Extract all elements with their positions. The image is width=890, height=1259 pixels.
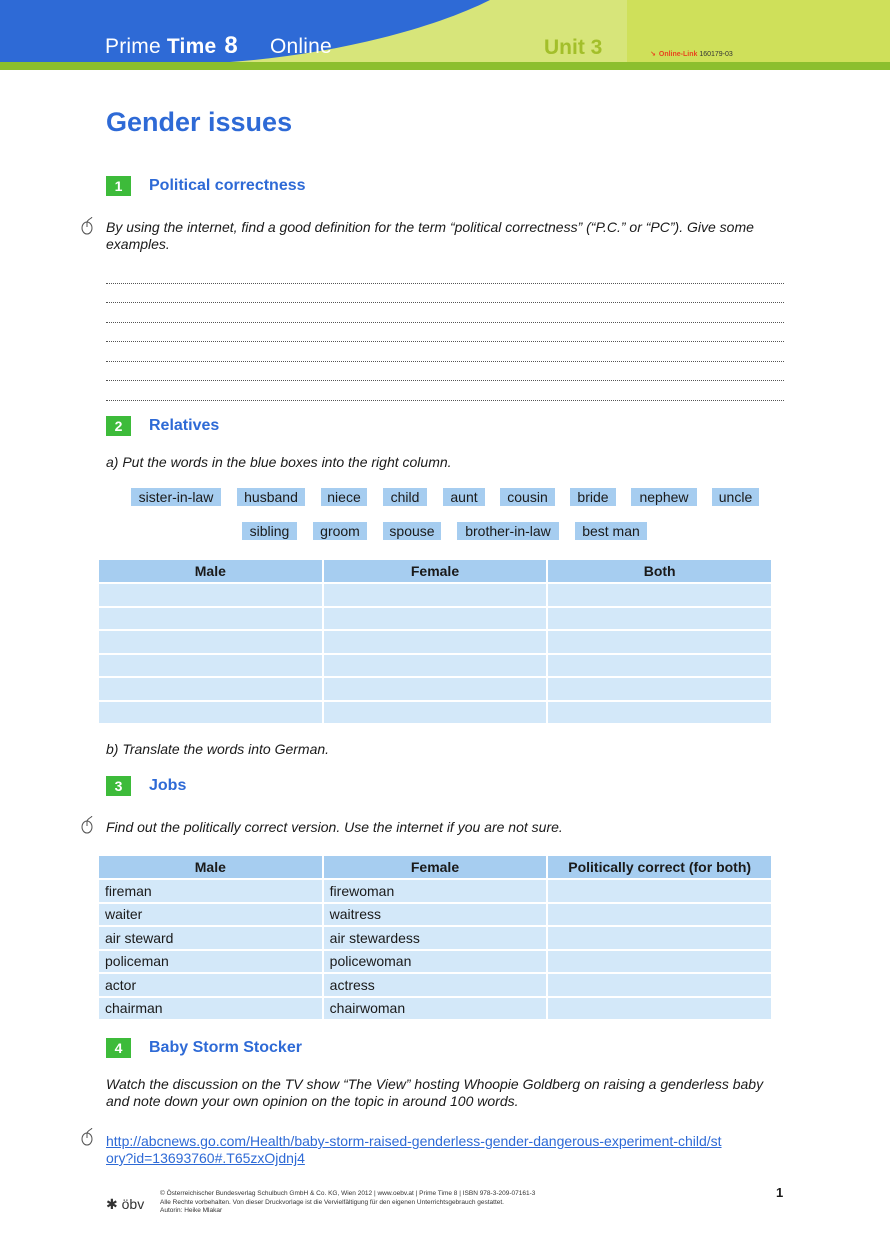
table-cell: waitress [324, 904, 547, 926]
answer-lines[interactable] [106, 264, 784, 401]
word-box[interactable]: brother-in-law [457, 522, 559, 540]
video-link[interactable]: http://abcnews.go.com/Health/baby-storm-raised-genderless-gender-dangerous-experiment-child/story?id=13693760#.T65zxOjdnj4 [106, 1133, 722, 1166]
answer-cell[interactable] [548, 951, 771, 973]
section-2-instruction-a: a) Put the words in the blue boxes into the right column. [106, 454, 452, 470]
table-cell: firewoman [324, 880, 547, 902]
section-3-title: Jobs [149, 777, 187, 794]
table-row [99, 927, 771, 949]
table-cell[interactable] [548, 678, 771, 700]
table-row [99, 702, 771, 724]
section-4-instruction: Watch the discussion on the TV show “The View” hosting Whoopie Goldberg on raising a genderless baby and note down your own opinion on the topic in around 100 words. [106, 1076, 764, 1109]
table-row [99, 998, 771, 1020]
column-header-male: Male [99, 560, 322, 582]
table-cell[interactable] [324, 584, 547, 606]
table-cell[interactable] [99, 678, 322, 700]
table-cell[interactable] [324, 631, 547, 653]
table-cell: policewoman [324, 951, 547, 973]
word-box[interactable]: groom [313, 522, 367, 540]
online-link[interactable]: ↘ Online-Link 160179-03 [650, 51, 733, 58]
word-box[interactable]: sibling [242, 522, 297, 540]
table-cell[interactable] [548, 702, 771, 724]
table-row [99, 880, 771, 902]
table-cell[interactable] [99, 608, 322, 630]
table-header-row [99, 560, 771, 582]
table-row [99, 631, 771, 653]
section-1-number: 1 [106, 176, 131, 196]
answer-line[interactable] [106, 323, 784, 343]
word-box[interactable]: best man [575, 522, 647, 540]
brand-title: Prime Time 8 Online [105, 32, 332, 59]
word-box[interactable]: nephew [631, 488, 697, 506]
table-cell: chairwoman [324, 998, 547, 1020]
answer-line[interactable] [106, 342, 784, 362]
word-box[interactable]: niece [321, 488, 367, 506]
column-header-female: Female [324, 856, 547, 878]
section-1-instruction: By using the internet, find a good definition for the term “political correctness” (“P.C.” or “PC”). Give some examples. [106, 219, 754, 252]
table-cell: actor [99, 974, 322, 996]
word-box[interactable]: husband [237, 488, 305, 506]
unit-label: Unit 3 [544, 36, 603, 59]
table-cell[interactable] [548, 655, 771, 677]
page-number: 1 [776, 1185, 784, 1200]
answer-cell[interactable] [548, 998, 771, 1020]
relatives-table [97, 558, 773, 725]
column-header-both: Both [548, 560, 771, 582]
table-row [99, 904, 771, 926]
table-cell[interactable] [324, 702, 547, 724]
copyright-text: © Österreichischer Bundesverlag Schulbuch GmbH & Co. KG, Wien 2012 | www.oebv.at | Prime Time 8 | ISBN 978-3-209-07161-3 Alle Rechte vorbehalten. Von dieser Druckvorlage ist die Vervielfältigung für den eigenen Unterrichtsgebrauch gestattet. Autorin: Heike Mlakar [160, 1190, 536, 1214]
word-box[interactable]: aunt [443, 488, 485, 506]
answer-line[interactable] [106, 303, 784, 323]
table-row [99, 951, 771, 973]
answer-cell[interactable] [548, 880, 771, 902]
table-cell: chairman [99, 998, 322, 1020]
word-box[interactable]: cousin [500, 488, 555, 506]
table-header-row [99, 856, 771, 878]
mouse-icon [80, 816, 94, 834]
word-box[interactable]: spouse [383, 522, 441, 540]
table-cell: air steward [99, 927, 322, 949]
logo-star-icon: ✱ [106, 1196, 118, 1212]
arrow-icon: ↘ [650, 51, 656, 58]
table-cell: actress [324, 974, 547, 996]
answer-cell[interactable] [548, 974, 771, 996]
table-cell[interactable] [324, 655, 547, 677]
mouse-icon [80, 217, 94, 235]
section-4-number: 4 [106, 1038, 131, 1058]
table-cell[interactable] [99, 584, 322, 606]
answer-line[interactable] [106, 264, 784, 284]
table-row [99, 678, 771, 700]
column-header-politically-correct: Politically correct (for both) [548, 856, 771, 878]
page-title: Gender issues [106, 107, 293, 137]
table-cell: waiter [99, 904, 322, 926]
table-row [99, 655, 771, 677]
answer-cell[interactable] [548, 904, 771, 926]
word-box[interactable]: bride [570, 488, 616, 506]
section-2-title: Relatives [149, 417, 220, 434]
table-cell[interactable] [99, 655, 322, 677]
table-cell[interactable] [99, 631, 322, 653]
table-row [99, 608, 771, 630]
table-cell: fireman [99, 880, 322, 902]
answer-line[interactable] [106, 362, 784, 382]
word-box[interactable]: child [383, 488, 427, 506]
table-row [99, 974, 771, 996]
column-header-male: Male [99, 856, 322, 878]
publisher-logo: ✱ öbv [106, 1196, 145, 1212]
table-cell[interactable] [324, 608, 547, 630]
section-3-instruction: Find out the politically correct version. Use the internet if you are not sure. [106, 819, 563, 835]
table-cell: policeman [99, 951, 322, 973]
word-box[interactable]: uncle [712, 488, 759, 506]
table-cell[interactable] [548, 608, 771, 630]
word-box[interactable]: sister-in-law [131, 488, 221, 506]
mouse-icon [80, 1128, 94, 1146]
section-4-title: Baby Storm Stocker [149, 1039, 302, 1056]
answer-line[interactable] [106, 284, 784, 304]
table-cell: air stewardess [324, 927, 547, 949]
table-cell[interactable] [548, 631, 771, 653]
table-cell[interactable] [99, 702, 322, 724]
header-banner [0, 0, 890, 70]
answer-line[interactable] [106, 381, 784, 401]
answer-cell[interactable] [548, 927, 771, 949]
column-header-female: Female [324, 560, 547, 582]
jobs-table [97, 854, 773, 1021]
table-cell[interactable] [548, 584, 771, 606]
table-row [99, 584, 771, 606]
section-1-title: Political correctness [149, 177, 306, 194]
section-2-number: 2 [106, 416, 131, 436]
table-cell[interactable] [324, 678, 547, 700]
section-2-instruction-b: b) Translate the words into German. [106, 741, 330, 757]
section-3-number: 3 [106, 776, 131, 796]
